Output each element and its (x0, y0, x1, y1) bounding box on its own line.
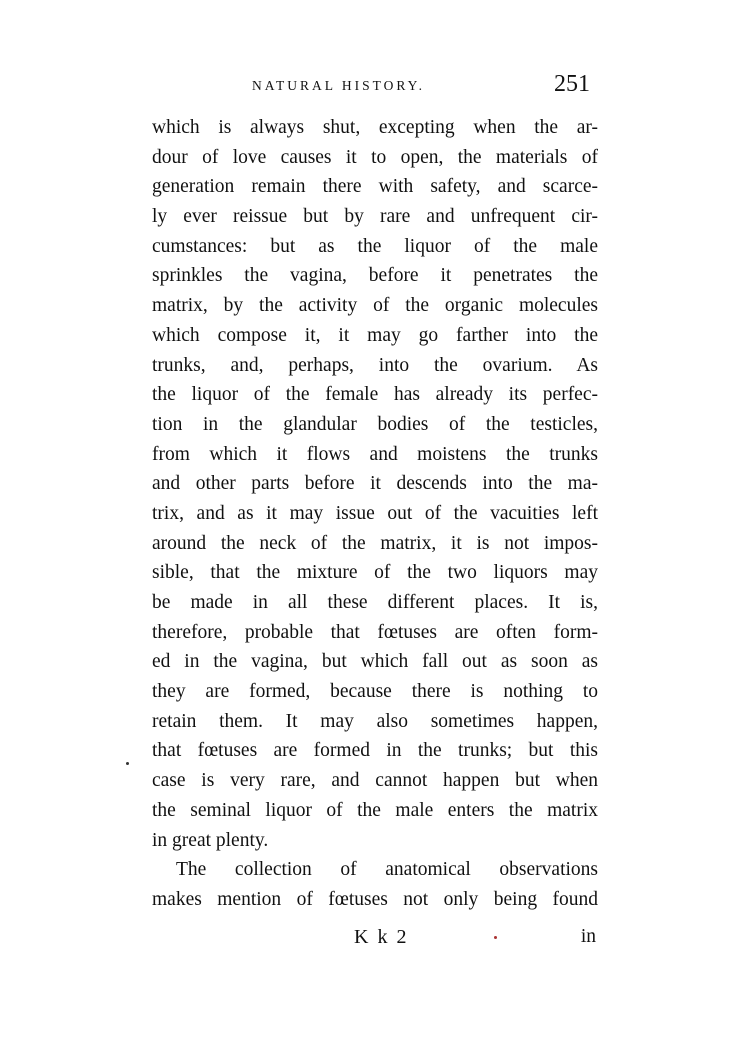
text-line: ly ever reissue but by rare and unfrequent cir- (152, 206, 598, 228)
text-line: case is very rare, and cannot happen but when (152, 770, 598, 792)
text-line: generation remain there with safety, and scarce- (152, 176, 598, 198)
text-line: around the neck of the matrix, it is not impos- (152, 532, 598, 554)
page-number: 251 (554, 71, 590, 97)
running-title: NATURAL HISTORY. (252, 78, 426, 93)
text-line: cumstances: but as the liquor of the male (152, 235, 598, 257)
text-line: in great plenty. (152, 829, 269, 851)
text-line: which is always shut, excepting when the ar- (152, 117, 598, 138)
text-line: the seminal liquor of the male enters the matrix (152, 799, 598, 821)
body-text (152, 113, 598, 915)
text-line: matrix, by the activity of the organic molecules (152, 295, 598, 317)
text-line: therefore, probable that fœtuses are often form- (152, 621, 598, 643)
text-line: retain them. It may also sometimes happen, (152, 710, 598, 732)
text-line: trunks, and, perhaps, into the ovarium. As (152, 354, 598, 376)
text-line: which compose it, it may go farther into the (152, 324, 598, 346)
ink-speck (494, 936, 497, 939)
text-line: The collection of anatomical observations (176, 859, 598, 881)
text-line: makes mention of fœtuses not only being found (152, 888, 598, 910)
text-line: tion in the glandular bodies of the testicles, (152, 413, 598, 435)
text-line: dour of love causes it to open, the materials of (152, 146, 598, 168)
text-line: sible, that the mixture of the two liquors may (152, 562, 598, 584)
text-line: they are formed, because there is nothing to (152, 681, 598, 703)
text-line: sprinkles the vagina, before it penetrates the (152, 265, 598, 287)
text-line: from which it flows and moistens the trunks (152, 443, 598, 465)
text-line: ed in the vagina, but which fall out as soon as (152, 651, 598, 673)
text-line: be made in all these different places. It is, (152, 592, 598, 613)
text-line: and other parts before it descends into the ma- (152, 473, 598, 495)
text-line: the liquor of the female has already its perfec- (152, 384, 598, 406)
page-footer (152, 923, 598, 953)
text-line: trix, and as it may issue out of the vacuities left (152, 502, 598, 524)
signature-mark: K k 2 (354, 926, 409, 948)
ink-speck (126, 762, 129, 765)
catchword: in (580, 926, 596, 947)
running-head (252, 71, 592, 100)
text-line: that fœtuses are formed in the trunks; but this (152, 740, 598, 762)
